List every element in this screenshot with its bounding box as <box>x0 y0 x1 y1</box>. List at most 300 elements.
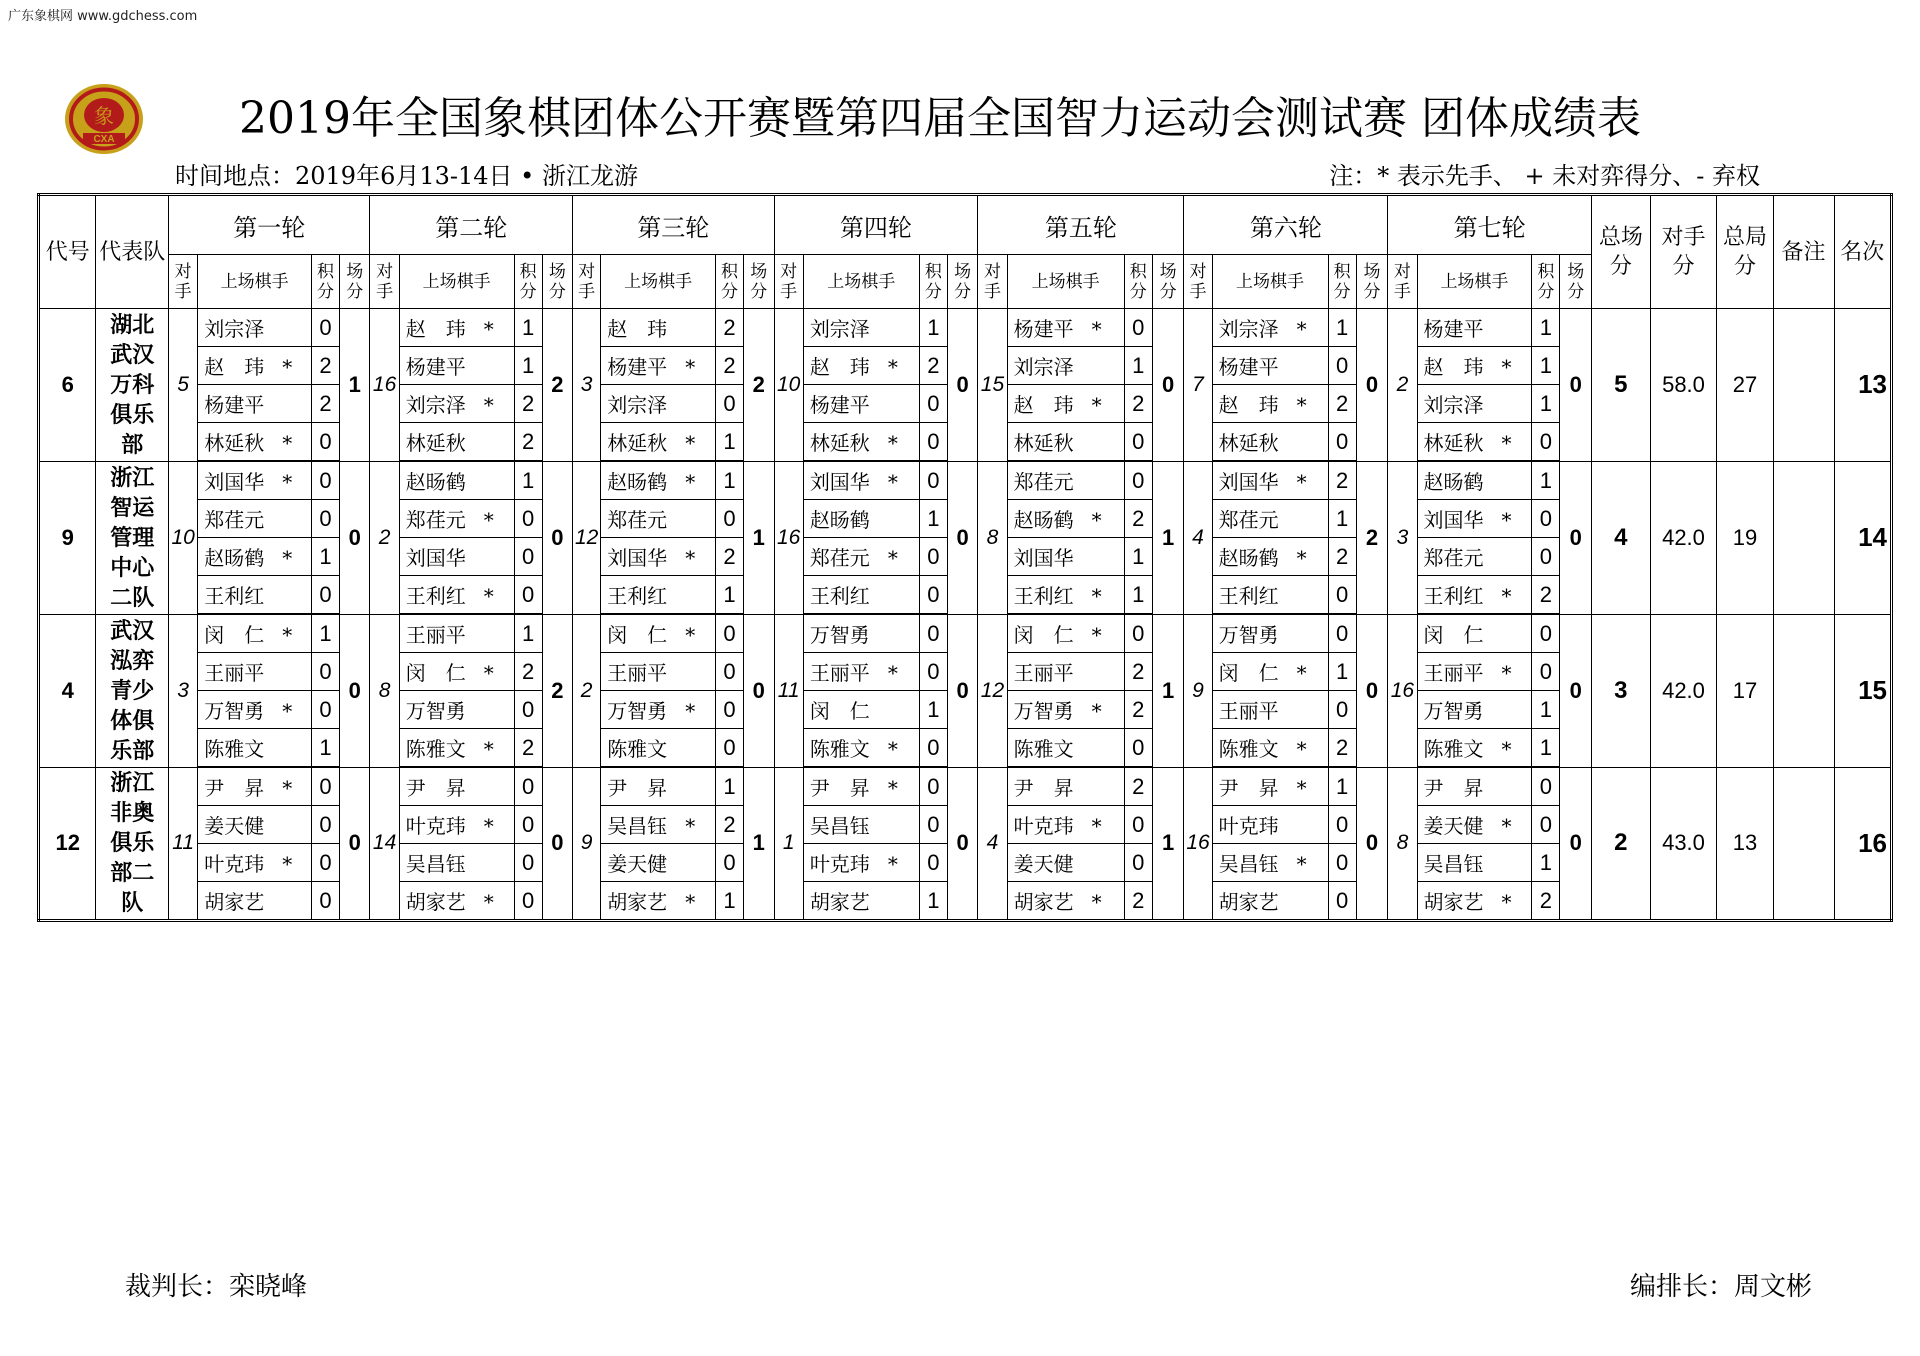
first-move-mark: * <box>483 737 494 761</box>
player-points: 1 <box>919 500 947 538</box>
first-move-mark: * <box>1091 584 1102 608</box>
round-match-score: 2 <box>542 309 572 462</box>
player-cell <box>1007 614 1124 653</box>
first-move-mark: * <box>1501 890 1512 914</box>
opponent-code: 16 <box>774 461 803 614</box>
team-rank: 16 <box>1834 767 1892 921</box>
opponent-code: 14 <box>370 767 399 921</box>
player-points: 1 <box>1532 729 1560 768</box>
subheader-opponent: 对手 <box>1388 255 1417 309</box>
player-points: 0 <box>1124 844 1152 882</box>
player-points: 0 <box>1328 844 1356 882</box>
player-points: 1 <box>1532 385 1560 423</box>
player-name: 胡家艺 <box>809 890 870 914</box>
player-name: 陈雅文 <box>204 737 265 761</box>
player-points: 1 <box>715 461 743 500</box>
player-name: 王丽平 <box>607 661 668 685</box>
player-name: 王丽平 <box>1013 661 1074 685</box>
player-name: 闵 仁 <box>405 661 466 685</box>
player-name: 王丽平 <box>1218 699 1279 723</box>
opponent-score: 43.0 <box>1650 767 1717 921</box>
player-points: 0 <box>715 653 743 691</box>
player-cell <box>1417 767 1532 806</box>
player-name: 姜天健 <box>607 852 668 876</box>
player-points: 1 <box>311 729 339 768</box>
round-match-score: 2 <box>542 614 572 767</box>
total-game-score: 19 <box>1717 461 1773 614</box>
subheader-match-score: 场分 <box>744 255 774 309</box>
first-move-mark: * <box>887 470 898 494</box>
player-name: 胡家艺 <box>1218 890 1279 914</box>
player-name: 刘宗泽 <box>809 317 870 341</box>
opponent-code: 3 <box>169 614 198 767</box>
player-name: 万智勇 <box>1423 699 1484 723</box>
player-points: 2 <box>919 347 947 385</box>
subheader-players: 上场棋手 <box>399 255 514 309</box>
player-cell <box>803 461 919 500</box>
player-points: 0 <box>715 500 743 538</box>
opponent-code: 9 <box>573 767 601 921</box>
player-cell <box>399 500 514 538</box>
player-name: 刘宗泽 <box>204 317 265 341</box>
player-cell <box>601 882 716 921</box>
player-name: 刘国华 <box>204 470 265 494</box>
first-move-mark: * <box>483 814 494 838</box>
subheader-match-score: 场分 <box>1356 255 1388 309</box>
team-name: 湖北武汉万科俱乐部 <box>96 309 169 462</box>
player-cell <box>803 767 919 806</box>
player-points: 0 <box>919 538 947 576</box>
player-points: 0 <box>1328 691 1356 729</box>
header-round-5: 第五轮 <box>978 195 1184 255</box>
opponent-code: 3 <box>573 309 601 462</box>
player-name: 刘宗泽 <box>607 393 668 417</box>
player-points: 1 <box>1328 653 1356 691</box>
opponent-score: 42.0 <box>1650 614 1717 767</box>
table-row <box>39 461 1892 500</box>
player-cell <box>1007 882 1124 921</box>
player-name: 叶克玮 <box>809 852 870 876</box>
player-points: 0 <box>1532 767 1560 806</box>
player-cell <box>803 844 919 882</box>
first-move-mark: * <box>887 355 898 379</box>
subheader-match-score: 场分 <box>1560 255 1592 309</box>
player-name: 万智勇 <box>1218 623 1279 647</box>
player-cell <box>803 423 919 462</box>
player-cell <box>198 729 312 768</box>
player-cell <box>803 538 919 576</box>
player-name: 王丽平 <box>204 661 265 685</box>
player-cell <box>1417 844 1532 882</box>
player-cell <box>601 423 716 462</box>
first-move-mark: * <box>282 470 293 494</box>
first-move-mark: * <box>1296 317 1307 341</box>
player-cell <box>1007 461 1124 500</box>
player-name: 刘国华 <box>1013 546 1074 570</box>
player-name: 尹 昇 <box>607 776 668 800</box>
player-points: 1 <box>1532 844 1560 882</box>
round-match-score: 0 <box>947 309 977 462</box>
table-row <box>39 614 1892 653</box>
player-cell <box>1212 423 1328 462</box>
player-points: 2 <box>514 729 542 768</box>
player-points: 0 <box>514 576 542 615</box>
player-cell <box>1417 347 1532 385</box>
first-move-mark: * <box>685 890 696 914</box>
round-match-score: 1 <box>340 309 370 462</box>
player-points: 0 <box>311 653 339 691</box>
player-name: 闵 仁 <box>809 699 870 723</box>
table-row <box>39 309 1892 347</box>
player-points: 1 <box>1124 576 1152 615</box>
player-cell <box>601 653 716 691</box>
player-cell <box>1417 309 1532 347</box>
player-cell <box>198 309 312 347</box>
player-cell <box>601 461 716 500</box>
player-name: 王丽平 <box>809 661 870 685</box>
player-cell <box>803 653 919 691</box>
player-points: 0 <box>919 767 947 806</box>
player-name: 万智勇 <box>607 699 668 723</box>
opponent-code: 2 <box>1388 309 1417 462</box>
first-move-mark: * <box>685 814 696 838</box>
player-cell <box>601 347 716 385</box>
first-move-mark: * <box>1501 737 1512 761</box>
subheader-players: 上场棋手 <box>1417 255 1532 309</box>
player-cell <box>803 614 919 653</box>
player-points: 2 <box>715 806 743 844</box>
round-match-score: 0 <box>340 767 370 921</box>
team-code: 9 <box>39 461 96 614</box>
team-name: 武汉泓弈青少体俱乐部 <box>96 614 169 767</box>
player-cell <box>1212 347 1328 385</box>
player-points: 2 <box>1532 576 1560 615</box>
player-points: 0 <box>311 691 339 729</box>
player-points: 1 <box>919 691 947 729</box>
player-points: 1 <box>1124 538 1152 576</box>
player-name: 闵 仁 <box>204 623 265 647</box>
round-match-score: 0 <box>1560 614 1592 767</box>
first-move-mark: * <box>1501 661 1512 685</box>
opponent-code: 4 <box>978 767 1007 921</box>
player-cell <box>1212 309 1328 347</box>
player-cell <box>1417 653 1532 691</box>
player-cell <box>1417 614 1532 653</box>
player-cell <box>1007 538 1124 576</box>
player-cell <box>399 729 514 768</box>
team-rank: 15 <box>1834 614 1892 767</box>
player-name: 赵旸鹤 <box>1423 470 1484 494</box>
opponent-code: 16 <box>1184 767 1212 921</box>
player-name: 胡家艺 <box>607 890 668 914</box>
player-name: 胡家艺 <box>405 890 466 914</box>
total-match-score: 3 <box>1592 614 1651 767</box>
player-name: 郑荏元 <box>1013 470 1074 494</box>
player-cell <box>1007 806 1124 844</box>
first-move-mark: * <box>685 355 696 379</box>
team-code: 4 <box>39 614 96 767</box>
subheader-points: 积分 <box>1328 255 1356 309</box>
player-points: 0 <box>919 576 947 615</box>
header-opp-score: 对手分 <box>1650 195 1717 309</box>
player-points: 1 <box>1532 691 1560 729</box>
round-match-score: 1 <box>744 767 774 921</box>
player-cell <box>601 767 716 806</box>
player-cell <box>1417 461 1532 500</box>
results-table <box>37 193 1893 922</box>
first-move-mark: * <box>483 317 494 341</box>
player-cell <box>198 882 312 921</box>
player-cell <box>198 806 312 844</box>
subheader-match-score: 场分 <box>542 255 572 309</box>
first-move-mark: * <box>685 699 696 723</box>
player-points: 1 <box>311 614 339 653</box>
player-name: 陈雅文 <box>1218 737 1279 761</box>
player-name: 闵 仁 <box>1423 623 1484 647</box>
first-move-mark: * <box>887 546 898 570</box>
player-points: 0 <box>1328 347 1356 385</box>
player-points: 0 <box>311 309 339 347</box>
player-points: 0 <box>311 806 339 844</box>
header-total-match: 总场分 <box>1592 195 1651 309</box>
round-match-score: 0 <box>947 614 977 767</box>
player-points: 1 <box>514 461 542 500</box>
player-name: 吴昌钰 <box>1423 852 1484 876</box>
player-cell <box>1212 538 1328 576</box>
player-name: 王丽平 <box>405 623 466 647</box>
subheader-match-score: 场分 <box>947 255 977 309</box>
first-move-mark: * <box>282 431 293 455</box>
player-name: 林延秋 <box>204 431 265 455</box>
round-match-score: 0 <box>1356 614 1388 767</box>
first-move-mark: * <box>685 623 696 647</box>
player-points: 0 <box>715 691 743 729</box>
player-cell <box>601 806 716 844</box>
round-match-score: 2 <box>744 309 774 462</box>
player-cell <box>1212 461 1328 500</box>
event-info: 时间地点：2019年6月13-14日 • 浙江龙游 <box>175 162 638 190</box>
first-move-mark: * <box>282 776 293 800</box>
player-cell <box>399 538 514 576</box>
player-name: 姜天健 <box>1013 852 1074 876</box>
player-cell <box>1007 691 1124 729</box>
player-points: 0 <box>1532 614 1560 653</box>
player-name: 尹 昇 <box>1423 776 1484 800</box>
opponent-code: 8 <box>978 461 1007 614</box>
player-name: 郑荏元 <box>1423 546 1484 570</box>
player-name: 赵旸鹤 <box>1218 546 1279 570</box>
player-cell <box>1007 576 1124 615</box>
header-round-1: 第一轮 <box>169 195 370 255</box>
header-remark: 备注 <box>1773 195 1834 309</box>
first-move-mark: * <box>282 355 293 379</box>
player-name: 赵 玮 <box>1218 393 1279 417</box>
player-points: 0 <box>514 882 542 921</box>
player-cell <box>803 882 919 921</box>
team-code: 6 <box>39 309 96 462</box>
player-points: 1 <box>311 538 339 576</box>
player-name: 王利红 <box>809 584 870 608</box>
player-name: 吴昌钰 <box>1218 852 1279 876</box>
player-cell <box>399 806 514 844</box>
opponent-code: 2 <box>573 614 601 767</box>
first-move-mark: * <box>1296 546 1307 570</box>
player-cell <box>803 309 919 347</box>
player-cell <box>399 691 514 729</box>
player-name: 刘国华 <box>1218 470 1279 494</box>
player-cell <box>1212 691 1328 729</box>
player-cell <box>803 691 919 729</box>
player-cell <box>1417 423 1532 462</box>
player-cell <box>198 423 312 462</box>
player-points: 1 <box>715 576 743 615</box>
opponent-code: 7 <box>1184 309 1212 462</box>
player-cell <box>399 461 514 500</box>
player-cell <box>803 806 919 844</box>
player-name: 赵 玮 <box>1013 393 1074 417</box>
round-match-score: 0 <box>947 461 977 614</box>
round-match-score: 0 <box>744 614 774 767</box>
player-points: 1 <box>919 309 947 347</box>
player-cell <box>1417 729 1532 768</box>
subheader-points: 积分 <box>715 255 743 309</box>
opponent-code: 8 <box>1388 767 1417 921</box>
player-name: 林延秋 <box>405 431 466 455</box>
player-name: 尹 昇 <box>405 776 466 800</box>
player-points: 0 <box>1124 461 1152 500</box>
round-match-score: 0 <box>542 767 572 921</box>
player-points: 0 <box>514 806 542 844</box>
player-points: 1 <box>1328 309 1356 347</box>
header-rank: 名次 <box>1834 195 1892 309</box>
opponent-code: 9 <box>1184 614 1212 767</box>
round-match-score: 1 <box>1152 461 1184 614</box>
player-name: 刘国华 <box>1423 508 1484 532</box>
player-points: 1 <box>1124 347 1152 385</box>
player-cell <box>198 767 312 806</box>
player-name: 王丽平 <box>1423 661 1484 685</box>
header-code: 代号 <box>39 195 96 309</box>
round-match-score: 2 <box>1356 461 1388 614</box>
opponent-code: 16 <box>370 309 399 462</box>
subheader-players: 上场棋手 <box>601 255 716 309</box>
player-name: 赵 玮 <box>607 317 668 341</box>
player-cell <box>601 614 716 653</box>
opponent-code: 12 <box>573 461 601 614</box>
player-name: 叶克玮 <box>204 852 265 876</box>
player-name: 郑荏元 <box>405 508 466 532</box>
player-name: 陈雅文 <box>1423 737 1484 761</box>
first-move-mark: * <box>887 737 898 761</box>
first-move-mark: * <box>1296 393 1307 417</box>
player-points: 2 <box>715 309 743 347</box>
player-points: 0 <box>1328 423 1356 462</box>
player-name: 万智勇 <box>809 623 870 647</box>
player-points: 0 <box>311 461 339 500</box>
player-cell <box>1417 806 1532 844</box>
player-points: 0 <box>1124 729 1152 768</box>
player-name: 万智勇 <box>204 699 265 723</box>
first-move-mark: * <box>1091 890 1102 914</box>
header-round-7: 第七轮 <box>1388 195 1592 255</box>
first-move-mark: * <box>685 470 696 494</box>
subheader-match-score: 场分 <box>1152 255 1184 309</box>
player-points: 0 <box>1124 806 1152 844</box>
player-cell <box>198 653 312 691</box>
player-points: 0 <box>514 844 542 882</box>
opponent-code: 15 <box>978 309 1007 462</box>
first-move-mark: * <box>483 890 494 914</box>
first-move-mark: * <box>282 852 293 876</box>
player-cell <box>1212 500 1328 538</box>
player-points: 1 <box>919 882 947 921</box>
player-cell <box>803 729 919 768</box>
round-match-score: 1 <box>1152 614 1184 767</box>
player-name: 刘宗泽 <box>1423 393 1484 417</box>
total-match-score: 5 <box>1592 309 1651 462</box>
player-name: 赵 玮 <box>204 355 265 379</box>
player-name: 尹 昇 <box>809 776 870 800</box>
player-points: 0 <box>1124 614 1152 653</box>
header-round-2: 第二轮 <box>370 195 573 255</box>
player-name: 林延秋 <box>607 431 668 455</box>
first-move-mark: * <box>282 546 293 570</box>
player-name: 陈雅文 <box>1013 737 1074 761</box>
chief-arranger: 编排长：周文彬 <box>1629 1272 1812 1302</box>
player-cell <box>399 882 514 921</box>
first-move-mark: * <box>1091 699 1102 723</box>
first-move-mark: * <box>887 776 898 800</box>
cxa-logo-seal-icon <box>63 82 145 156</box>
player-points: 0 <box>1328 576 1356 615</box>
player-name: 郑荏元 <box>1218 508 1279 532</box>
logo-text: CXA <box>93 134 115 145</box>
remark-cell <box>1773 767 1834 921</box>
first-move-mark: * <box>1501 508 1512 532</box>
player-name: 胡家艺 <box>204 890 265 914</box>
player-cell <box>399 385 514 423</box>
subheader-points: 积分 <box>514 255 542 309</box>
team-name: 浙江智运管理中心二队 <box>96 461 169 614</box>
player-cell <box>803 500 919 538</box>
player-points: 0 <box>919 385 947 423</box>
player-cell <box>1417 500 1532 538</box>
player-points: 2 <box>514 385 542 423</box>
player-cell <box>1007 309 1124 347</box>
opponent-code: 5 <box>169 309 198 462</box>
player-cell <box>601 500 716 538</box>
opponent-code: 16 <box>1388 614 1417 767</box>
player-name: 叶克玮 <box>1218 814 1279 838</box>
player-points: 2 <box>715 538 743 576</box>
player-cell <box>601 729 716 768</box>
remark-cell <box>1773 309 1834 462</box>
player-points: 0 <box>1328 882 1356 921</box>
player-cell <box>803 385 919 423</box>
player-cell <box>399 844 514 882</box>
first-move-mark: * <box>1091 393 1102 417</box>
player-points: 0 <box>1328 614 1356 653</box>
round-match-score: 0 <box>542 461 572 614</box>
player-name: 胡家艺 <box>1423 890 1484 914</box>
round-match-score: 0 <box>1560 461 1592 614</box>
player-cell <box>399 347 514 385</box>
first-move-mark: * <box>282 699 293 723</box>
player-cell <box>399 576 514 615</box>
player-cell <box>198 576 312 615</box>
player-points: 0 <box>715 385 743 423</box>
player-name: 杨建平 <box>204 393 265 417</box>
